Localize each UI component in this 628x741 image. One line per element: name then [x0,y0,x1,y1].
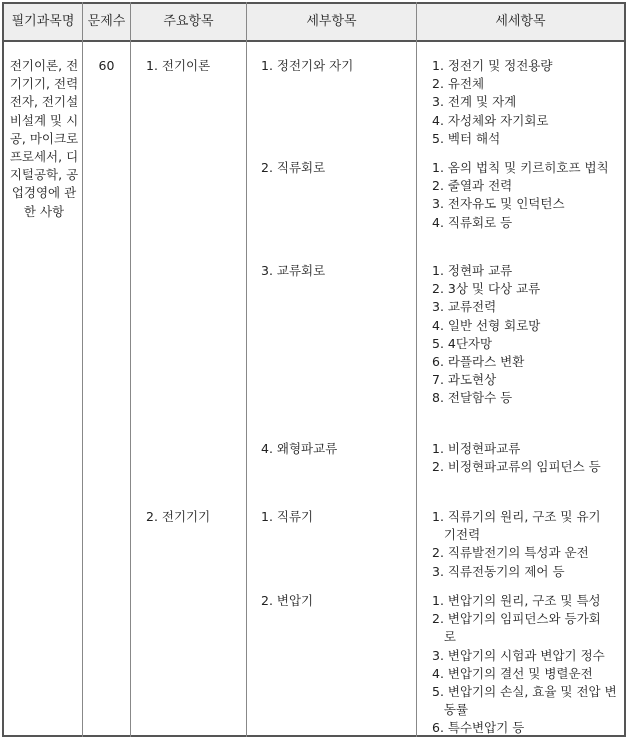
subject-line: 기기기, 전력 [9,76,79,92]
header-detail: 세세항목 [417,4,624,40]
detail-group [432,592,624,738]
detail-item: 1. 정전기 및 정전용량 [432,58,553,73]
detail-item: 2. 줄열과 전력 [432,178,513,194]
column-divider [416,2,417,737]
detail-group [432,440,624,476]
subject-line: 비설계 및 시 [9,112,79,128]
detail-item: 7. 과도현상 [432,372,497,388]
detail-item: 기전력 [432,527,481,543]
sub-item: 1. 직류기 [261,509,314,524]
sub-item: 1. 정전기와 자기 [261,58,354,73]
subject-line: 한 사항 [23,203,65,219]
detail-item: 3. 직류전동기의 제어 등 [432,563,565,579]
detail-group [432,57,624,148]
column-divider [130,2,131,737]
detail-item: 4. 변압기의 결선 및 병렬운전 [432,665,593,681]
detail-group [432,262,624,408]
detail-item: 3. 교류전력 [432,299,497,315]
header-count: 문제수 [83,4,130,40]
header-separator [2,40,626,42]
subject-line: 공, 마이크로 [9,130,79,146]
detail-item: 로 [432,629,456,645]
subject-line: 전자, 전기설 [9,94,79,110]
detail-item: 1. 정현파 교류 [432,263,513,278]
syllabus-table [2,2,626,737]
sub-item: 4. 왜형파교류 [261,441,338,456]
detail-item: 2. 비정현파교류의 임피던스 등 [432,459,601,475]
subject-name [6,57,82,221]
detail-item: 6. 특수변압기 등 [432,720,525,736]
detail-item: 1. 직류기의 원리, 구조 및 유기 [432,509,601,524]
detail-item: 2. 3상 및 다상 교류 [432,281,541,297]
major-item: 1. 전기이론 [146,58,211,73]
detail-item: 2. 직류발전기의 특성과 운전 [432,545,589,561]
major-item: 2. 전기기기 [146,509,211,524]
detail-item: 1. 변압기의 원리, 구조 및 특성 [432,593,601,608]
detail-item: 3. 전자유도 및 인덕턴스 [432,196,565,212]
subject-line: 전기이론, 전 [9,58,79,73]
detail-item: 동률 [432,702,469,718]
detail-item: 5. 벡터 해석 [432,130,501,146]
detail-group [432,508,624,581]
detail-item: 8. 전달함수 등 [432,390,513,406]
detail-item: 1. 비정현파교류 [432,441,521,456]
table-border-left [2,2,4,737]
table-border-right [624,2,626,737]
subject-line: 지털공학, 공 [9,167,79,183]
detail-item: 2. 유전체 [432,76,485,92]
detail-group [432,159,624,232]
subject-line: 프로세서, 디 [9,149,79,165]
sub-item: 2. 직류회로 [261,160,326,175]
detail-item: 1. 옴의 법칙 및 키르히호프 법칙 [432,160,609,175]
sub-item: 2. 변압기 [261,593,314,608]
column-divider [246,2,247,737]
detail-item: 3. 변압기의 시험과 변압기 정수 [432,647,605,663]
detail-item: 5. 4단자망 [432,335,493,351]
detail-item: 6. 라플라스 변환 [432,354,525,370]
question-count: 60 [98,58,115,73]
column-divider [82,2,83,737]
header-sub: 세부항목 [247,4,416,40]
header-subject: 필기과목명 [4,4,82,40]
detail-item: 4. 자성체와 자기회로 [432,112,549,128]
detail-item: 3. 전계 및 자계 [432,94,517,110]
sub-item: 3. 교류회로 [261,263,326,278]
header-major: 주요항목 [131,4,246,40]
subject-line: 업경영에 관 [11,185,77,201]
detail-item: 2. 변압기의 임피던스와 등가회 [432,611,601,627]
detail-item: 5. 변압기의 손실, 효율 및 전압 변 [432,684,617,700]
detail-item: 4. 직류회로 등 [432,214,513,230]
detail-item: 4. 일반 선형 회로망 [432,317,541,333]
